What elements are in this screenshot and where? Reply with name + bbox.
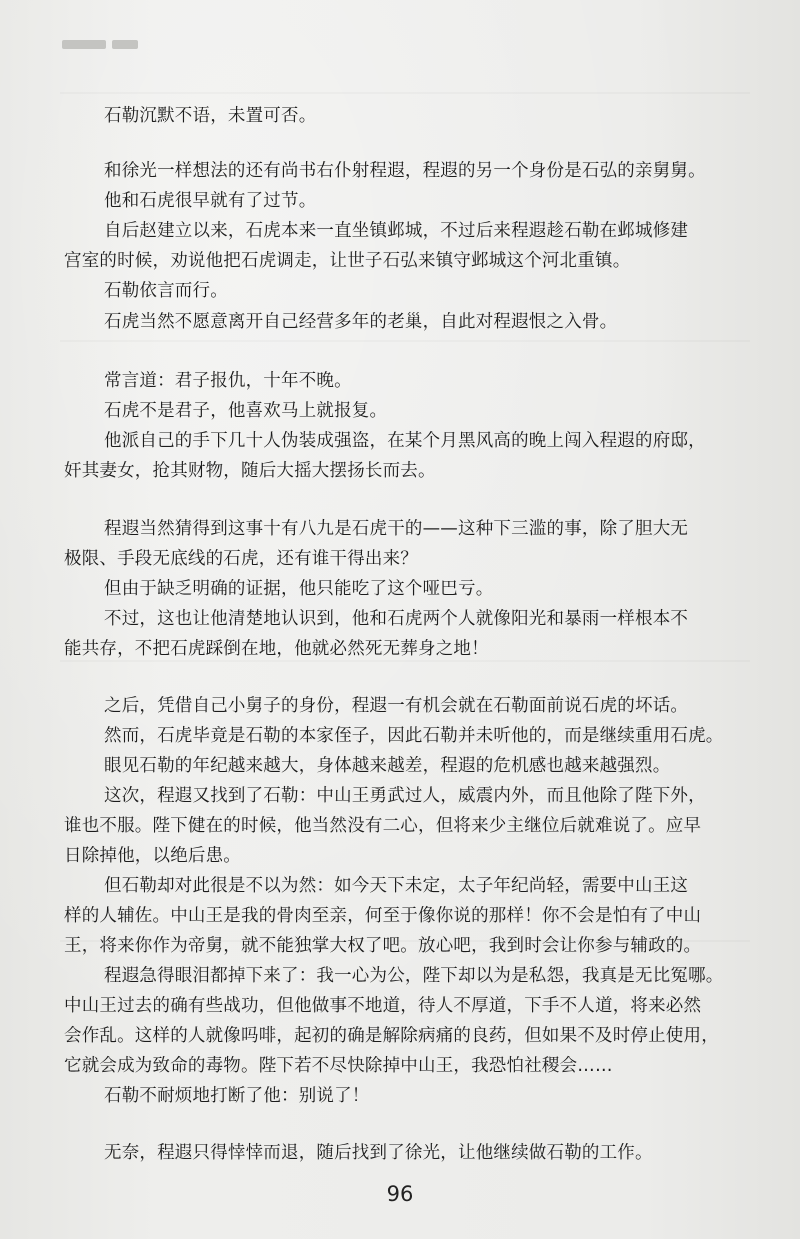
text-line: 奸其妻女，抢其财物，随后大摇大摆扬长而去。 <box>64 461 436 481</box>
paragraph <box>0 961 800 1081</box>
paragraph <box>0 574 800 604</box>
text-line: 程遐当然猜得到这事十有八九是石虎干的——这种下三滥的事，除了胆大无 <box>104 519 689 539</box>
text-line: 这次，程遐又找到了石勒：中山王勇武过人，威震内外，而且他除了陛下外， <box>104 786 706 806</box>
text-line: 自后赵建立以来，石虎本来一直坐镇邺城，不过后来程遐趁石勒在邺城修建 <box>104 221 689 241</box>
text-line: 石勒沉默不语，未置可否。 <box>104 106 317 126</box>
paragraph <box>0 1138 800 1168</box>
text-line: 会作乱。这样的人就像吗啡，起初的确是解除病痛的良药，但如果不及时停止使用， <box>64 1026 719 1046</box>
text-line: 不过，这也让他清楚地认识到，他和石虎两个人就像阳光和暴雨一样根本不 <box>104 609 689 629</box>
paragraph <box>0 721 800 751</box>
text-line: 谁也不服。陛下健在的时候，他当然没有二心，但将来少主继位后就难说了。应早 <box>64 816 702 836</box>
paragraph <box>0 751 800 781</box>
text-line: 程遐急得眼泪都掉下来了：我一心为公，陛下却以为是私怨，我真是无比冤哪。 <box>104 966 724 986</box>
running-header <box>62 40 142 49</box>
bleed-through-line <box>60 340 750 342</box>
text-line: 但石勒却对此很是不以为然：如今天下未定，太子年纪尚轻，需要中山王这 <box>104 876 689 896</box>
text-line: 和徐光一样想法的还有尚书右仆射程遐，程遐的另一个身份是石弘的亲舅舅。 <box>104 161 706 181</box>
paragraph <box>0 276 800 306</box>
text-line: 它就会成为致命的毒物。陛下若不尽快除掉中山王，我恐怕社稷会…… <box>64 1056 613 1076</box>
text-line: 无奈，程遐只得悻悻而退，随后找到了徐光，让他继续做石勒的工作。 <box>104 1143 653 1163</box>
paragraph <box>0 156 800 216</box>
paragraph <box>0 307 800 337</box>
paragraph <box>0 691 800 721</box>
text-line: 之后，凭借自己小舅子的身份，程遐一有机会就在石勒面前说石虎的坏话。 <box>104 696 689 716</box>
text-line: 眼见石勒的年纪越来越大，身体越来越差，程遐的危机感也越来越强烈。 <box>104 756 671 776</box>
text-line: 常言道：君子报仇，十年不晚。 <box>104 371 352 391</box>
page-number: 96 <box>386 1182 414 1206</box>
text-line: 日除掉他，以绝后患。 <box>64 846 241 866</box>
paragraph <box>0 366 800 396</box>
paragraph <box>0 396 800 426</box>
text-line: 石虎当然不愿意离开自己经营多年的老巢，自此对程遐恨之入骨。 <box>104 312 618 332</box>
paragraph <box>0 216 800 276</box>
paragraph <box>0 101 800 131</box>
text-line: 极限、手段无底线的石虎，还有谁干得出来？ <box>64 549 418 569</box>
text-line: 他派自己的手下几十人伪装成强盗，在某个月黑风高的晚上闯入程遐的府邸， <box>104 431 706 451</box>
text-line: 中山王过去的确有些战功，但他做事不地道，待人不厚道，下手不人道，将来必然 <box>64 996 702 1016</box>
text-line: 王，将来你作为帝舅，就不能独掌大权了吧。放心吧，我到时会让你参与辅政的。 <box>64 936 702 956</box>
bleed-through-line <box>60 92 750 94</box>
text-line: 但由于缺乏明确的证据，他只能吃了这个哑巴亏。 <box>104 579 494 599</box>
paragraph <box>0 1081 800 1111</box>
text-line: 石勒依言而行。 <box>104 281 228 301</box>
text-line: 宫室的时候，劝说他把石虎调走，让世子石弘来镇守邺城这个河北重镇。 <box>64 251 631 271</box>
text-line: 然而，石虎毕竟是石勒的本家侄子，因此石勒并未听他的，而是继续重用石虎。 <box>104 726 724 746</box>
text-line: 石虎不是君子，他喜欢马上就报复。 <box>104 401 388 421</box>
paragraph <box>0 871 800 961</box>
paragraph <box>0 604 800 664</box>
text-line: 他和石虎很早就有了过节。 <box>104 191 317 211</box>
text-line: 样的人辅佐。中山王是我的骨肉至亲，何至于像你说的那样！你不会是怕有了中山 <box>64 906 702 926</box>
text-line: 石勒不耐烦地打断了他：别说了！ <box>104 1086 370 1106</box>
paragraph <box>0 426 800 486</box>
text-line: 能共存，不把石虎踩倒在地，他就必然死无葬身之地！ <box>64 639 489 659</box>
paragraph <box>0 781 800 871</box>
paragraph <box>0 514 800 574</box>
